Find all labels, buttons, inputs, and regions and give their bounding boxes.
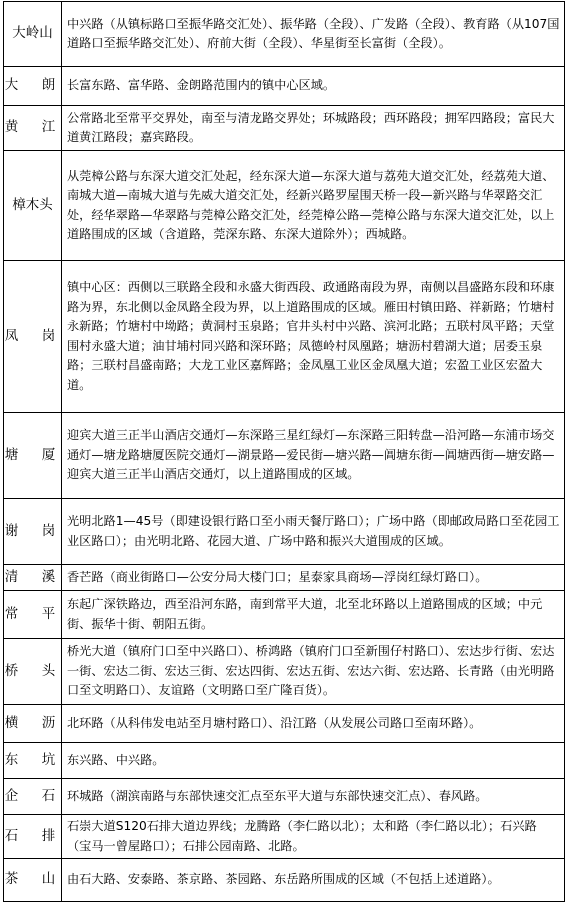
table-row	[4, 639, 565, 705]
road-description: 由石大路、安泰路、茶京路、茶园路、东岳路所围成的区域（不包括上述道路）。	[62, 859, 565, 902]
road-description: 石崇大道S120石排大道边界线；龙腾路（李仁路以北）；太和路（李仁路以北）；石兴路（宝马一曾屋路口）；石排公园南路、北路。	[62, 815, 565, 859]
town-name: 清 溪	[4, 565, 62, 591]
town-name: 茶 山	[4, 859, 62, 902]
town-name: 东 坑	[4, 743, 62, 779]
town-name: 企 石	[4, 779, 62, 815]
table-row	[4, 705, 565, 743]
town-name: 凤 岗	[4, 261, 62, 413]
road-description: 环城路（湖滨南路与东部快速交汇点至东平大道与东部快速交汇点）、春风路。	[62, 779, 565, 815]
table-row	[4, 499, 565, 565]
road-description: 迎宾大道三正半山酒店交通灯—东深路三星红绿灯—东深路三阳转盘—沿河路—东浦市场交通灯—塘龙路塘厦医院交通灯—湖景路—爱民街—塘兴路—阊塘东街—阊塘西街—塘安路—迎宾大道三正半山酒店交通灯，以上道路围成的区域。	[62, 413, 565, 499]
road-description: 北环路（从科伟发电站至月塘村路口）、沿江路（从发展公司路口至南环路）。	[62, 705, 565, 743]
table-row	[4, 591, 565, 639]
road-description: 中兴路（从镇标路口至振华路交汇处）、振华路（全段）、广发路（全段）、教育路（从107国道路口至振华路交汇处）、府前大街（全段）、华星街至长富街（全段）。	[62, 2, 565, 67]
table-row	[4, 151, 565, 261]
road-description: 香芒路（商业街路口—公安分局大楼门口；星泰家具商场—浮岗红绿灯路口）。	[62, 565, 565, 591]
town-name: 黄 江	[4, 106, 62, 151]
road-description: 光明北路1—45号（即建设银行路口至小雨天餐厅路口）；广场中路（即邮政局路口至花园工业区路口）；由光明北路、花园大道、广场中路和振兴大道围成的区域。	[62, 499, 565, 565]
town-name: 谢 岗	[4, 499, 62, 565]
road-description: 从莞樟公路与东深大道交汇处起，经东深大道—东深大道与荔苑大道交汇处，经荔苑大道、南城大道—南城大道与先威大道交汇处，经新兴路罗屋围天桥一段—新兴路与华翠路交汇处，经华翠路—华翠路与莞樟公路交汇处，经莞樟公路—莞樟公路与东深大道交汇处，以上道路围成的区域（含道路，莞深东路、东深大道除外）；西城路。	[62, 151, 565, 261]
table-row	[4, 815, 565, 859]
town-name: 大岭山	[4, 2, 62, 67]
town-name: 石 排	[4, 815, 62, 859]
table-row	[4, 67, 565, 106]
road-description: 公常路北至常平交界处，南至与清龙路交界处；环城路段；西环路段；拥军四路段；富民大道黄江路段；嘉宾路段。	[62, 106, 565, 151]
town-name: 大 朗	[4, 67, 62, 106]
table-row	[4, 413, 565, 499]
table-row	[4, 106, 565, 151]
town-name: 樟木头	[4, 151, 62, 261]
table-row	[4, 565, 565, 591]
road-zone-table	[3, 1, 565, 902]
table-row	[4, 2, 565, 67]
road-description: 东起广深铁路边，西至沿河东路，南到常平大道，北至北环路以上道路围成的区域；中元街、振华十街、朝阳五街。	[62, 591, 565, 639]
table-row	[4, 261, 565, 413]
road-description: 长富东路、富华路、金朗路范围内的镇中心区域。	[62, 67, 565, 106]
table-row	[4, 743, 565, 779]
table-row	[4, 779, 565, 815]
road-description: 镇中心区：西侧以三联路全段和永盛大街西段、政通路南段为界，南侧以昌盛路东段和环康路为界，东北侧以金凤路全段为界，以上道路围成的区域。雁田村镇田路、祥新路；竹塘村永新路；竹塘村中坳路；黄洞村玉泉路；官井头村中兴路、滨河北路；五联村凤平路；天堂围村永盛大道；油甘埔村同兴路和深环路；凤德岭村凤凰路；塘沥村碧湖大道；居委玉泉路；三联村昌盛南路；大龙工业区嘉辉路；金凤凰工业区金凤凰大道；宏盈工业区宏盈大道。	[62, 261, 565, 413]
table-row	[4, 859, 565, 902]
road-description: 桥光大道（镇府门口至中兴路口）、桥鸿路（镇府门口至新围仔村路口）、宏达步行街、宏达一街、宏达二街、宏达三街、宏达四街、宏达五街、宏达六街、宏达路、长青路（由光明路口至文明路口）、友谊路（文明路口至广隆百货）。	[62, 639, 565, 705]
town-name: 横 沥	[4, 705, 62, 743]
town-name: 桥 头	[4, 639, 62, 705]
town-name: 常 平	[4, 591, 62, 639]
town-name: 塘 厦	[4, 413, 62, 499]
road-description: 东兴路、中兴路。	[62, 743, 565, 779]
